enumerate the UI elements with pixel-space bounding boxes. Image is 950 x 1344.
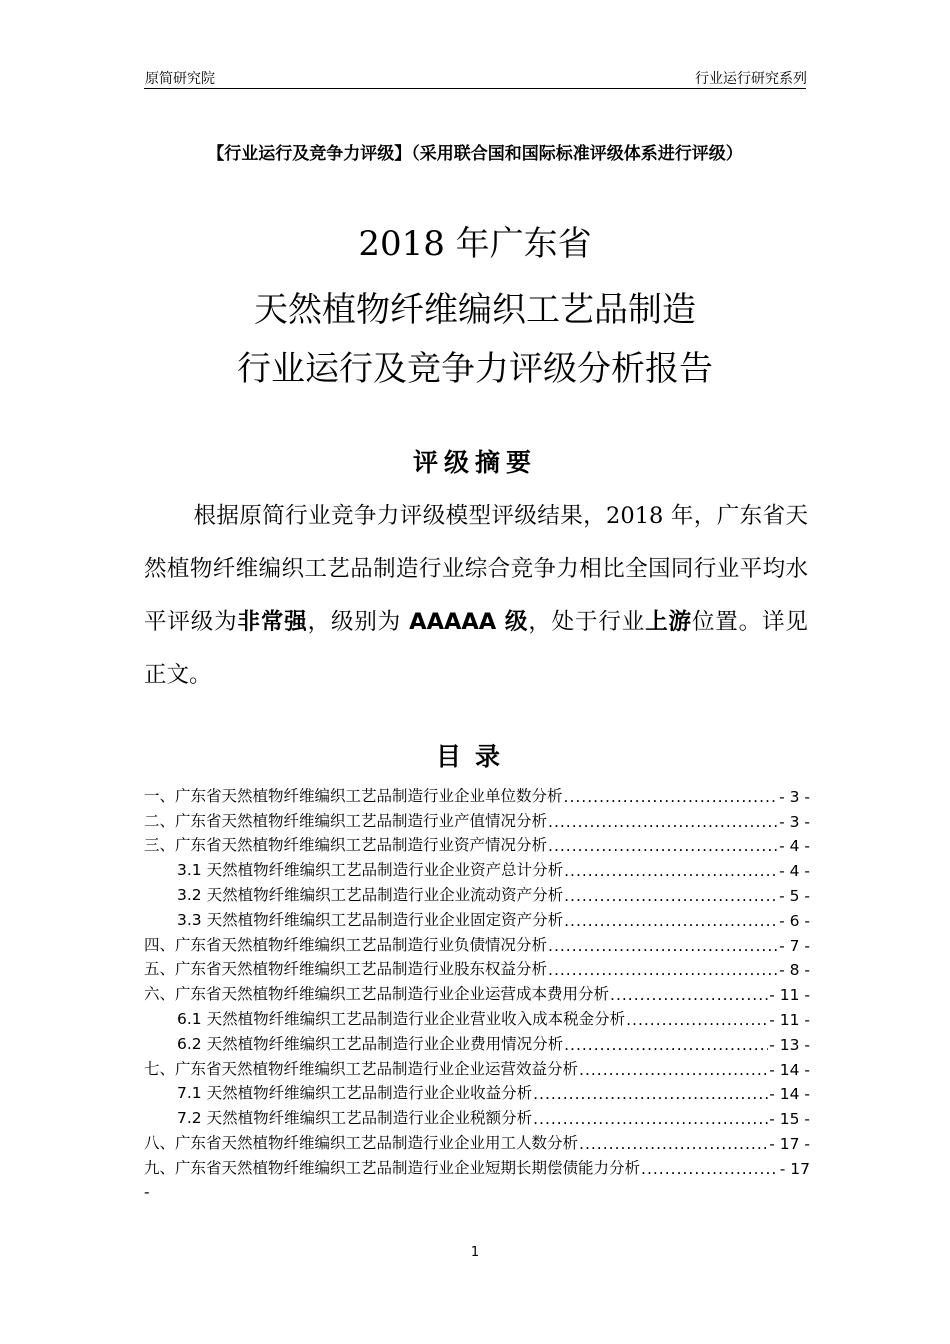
toc-item-label: 三、广东省天然植物纤维编织工艺品制造行业资产情况分析 <box>144 836 548 855</box>
toc-leader <box>610 986 768 1004</box>
toc-item-page: - 5 - <box>779 886 810 905</box>
summary-text-1: 根据原简行业竞争力评级模型评级结果，2018 年，广东省天然植物纤维编织工艺品制造行业综合竞争力相比全国同行业平均水平评级为 <box>144 503 808 635</box>
summary-paragraph <box>144 490 808 702</box>
toc-item-page: - 11 - <box>769 1010 810 1029</box>
summary-strength: 非常强 <box>237 609 308 635</box>
toc-item-2[interactable] <box>144 806 810 831</box>
toc-item-page: - 4 - <box>779 837 810 856</box>
toc-item-3-2[interactable] <box>144 880 810 905</box>
toc-item-label: 六、广东省天然植物纤维编织工艺品制造行业企业运营成本费用分析 <box>144 985 610 1004</box>
toc-leader <box>626 1011 768 1029</box>
toc-item-page: - 8 - <box>779 961 810 980</box>
toc-leader <box>533 1110 768 1128</box>
toc-item-9-wrap: - <box>144 1183 150 1201</box>
toc-item-label: 五、广东省天然植物纤维编织工艺品制造行业股东权益分析 <box>144 960 548 979</box>
toc-item-label: 一、广东省天然植物纤维编织工艺品制造行业企业单位数分析 <box>144 786 563 805</box>
toc-item-page: - 6 - <box>779 911 810 930</box>
toc-item-page: - 14 - <box>769 1060 810 1079</box>
toc-leader <box>564 862 778 880</box>
toc-leader <box>564 788 779 806</box>
toc-item-label: 七、广东省天然植物纤维编织工艺品制造行业企业运营效益分析 <box>144 1059 579 1078</box>
toc-item-label: 3.1 天然植物纤维编织工艺品制造行业企业资产总计分析 <box>177 861 564 880</box>
toc-leader <box>564 912 778 930</box>
toc-item-1[interactable] <box>144 781 810 806</box>
toc-item-label: 九、广东省天然植物纤维编织工艺品制造行业企业短期长期偿债能力分析 <box>144 1158 641 1177</box>
toc-leader <box>641 1160 779 1178</box>
toc-item-3-3[interactable] <box>144 905 810 930</box>
toc-item-page: - 17 - <box>769 1134 810 1153</box>
toc-item-3[interactable] <box>144 831 810 856</box>
summary-text-3: ，处于行业 <box>528 609 646 635</box>
header-rule <box>144 88 806 89</box>
toc-item-page: - 11 - <box>769 986 810 1005</box>
toc-item-3-1[interactable] <box>144 855 810 880</box>
toc-item-label: 7.1 天然植物纤维编织工艺品制造行业企业收益分析 <box>177 1084 533 1103</box>
toc-item-6-2[interactable] <box>144 1029 810 1054</box>
toc-leader <box>579 1135 768 1153</box>
toc-item-label: 3.3 天然植物纤维编织工艺品制造行业企业固定资产分析 <box>177 910 564 929</box>
toc-item-label: 3.2 天然植物纤维编织工艺品制造行业企业流动资产分析 <box>177 885 564 904</box>
toc-item-page: - 17 <box>779 1159 810 1178</box>
toc-item-7[interactable] <box>144 1054 810 1079</box>
toc-item-9[interactable] <box>144 1153 810 1178</box>
title-line-1: 2018 年广东省 <box>358 224 592 264</box>
toc-item-label: 四、广东省天然植物纤维编织工艺品制造行业负债情况分析 <box>144 935 548 954</box>
toc-leader <box>548 837 778 855</box>
toc-item-page: - 15 - <box>769 1110 810 1129</box>
header-left: 原简研究院 <box>145 71 215 87</box>
toc-item-page: - 3 - <box>779 812 810 831</box>
toc-leader <box>548 937 778 955</box>
toc-item-8[interactable] <box>144 1128 810 1153</box>
toc-item-label: 八、广东省天然植物纤维编织工艺品制造行业企业用工人数分析 <box>144 1133 579 1152</box>
toc-item-6[interactable] <box>144 979 810 1004</box>
toc-heading: 目录 <box>435 742 514 771</box>
toc-item-page: - 14 - <box>769 1085 810 1104</box>
title-line-2: 天然植物纤维编织工艺品制造 <box>254 290 696 330</box>
summary-position: 上游 <box>645 609 692 635</box>
toc-item-page: - 3 - <box>779 787 810 806</box>
summary-text-4: 位置。详见正文。 <box>144 609 808 688</box>
toc-item-7-1[interactable] <box>144 1079 810 1104</box>
header-right: 行业运行研究系列 <box>695 71 807 87</box>
page-number: 1 <box>470 1245 480 1260</box>
toc-leader <box>533 1085 768 1103</box>
summary-text-2: ，级别为 <box>307 609 410 635</box>
toc-leader <box>548 813 778 831</box>
toc-item-4[interactable] <box>144 930 810 955</box>
toc-item-page: - 13 - <box>769 1035 810 1054</box>
toc-item-page: - 4 - <box>779 862 810 881</box>
toc-item-label: 7.2 天然植物纤维编织工艺品制造行业企业税额分析 <box>177 1109 533 1128</box>
rating-line: 【行业运行及竞争力评级】（采用联合国和国际标准评级体系进行评级） <box>207 144 743 164</box>
toc-leader <box>548 961 778 979</box>
toc-item-label: 6.1 天然植物纤维编织工艺品制造行业企业营业收入成本税金分析 <box>177 1009 626 1028</box>
summary-heading: 评级摘要 <box>412 448 537 477</box>
title-line-3: 行业运行及竞争力评级分析报告 <box>237 349 713 389</box>
toc-item-6-1[interactable] <box>144 1004 810 1029</box>
toc-item-page: - 7 - <box>779 936 810 955</box>
toc-item-5[interactable] <box>144 955 810 980</box>
summary-grade: AAAAA 级 <box>409 609 529 635</box>
toc-leader <box>579 1061 768 1079</box>
toc-item-label: 6.2 天然植物纤维编织工艺品制造行业企业费用情况分析 <box>177 1034 564 1053</box>
toc-item-label: 二、广东省天然植物纤维编织工艺品制造行业产值情况分析 <box>144 811 548 830</box>
toc-leader <box>564 1036 768 1054</box>
toc-leader <box>564 887 778 905</box>
table-of-contents <box>144 781 810 1178</box>
toc-item-7-2[interactable] <box>144 1103 810 1128</box>
